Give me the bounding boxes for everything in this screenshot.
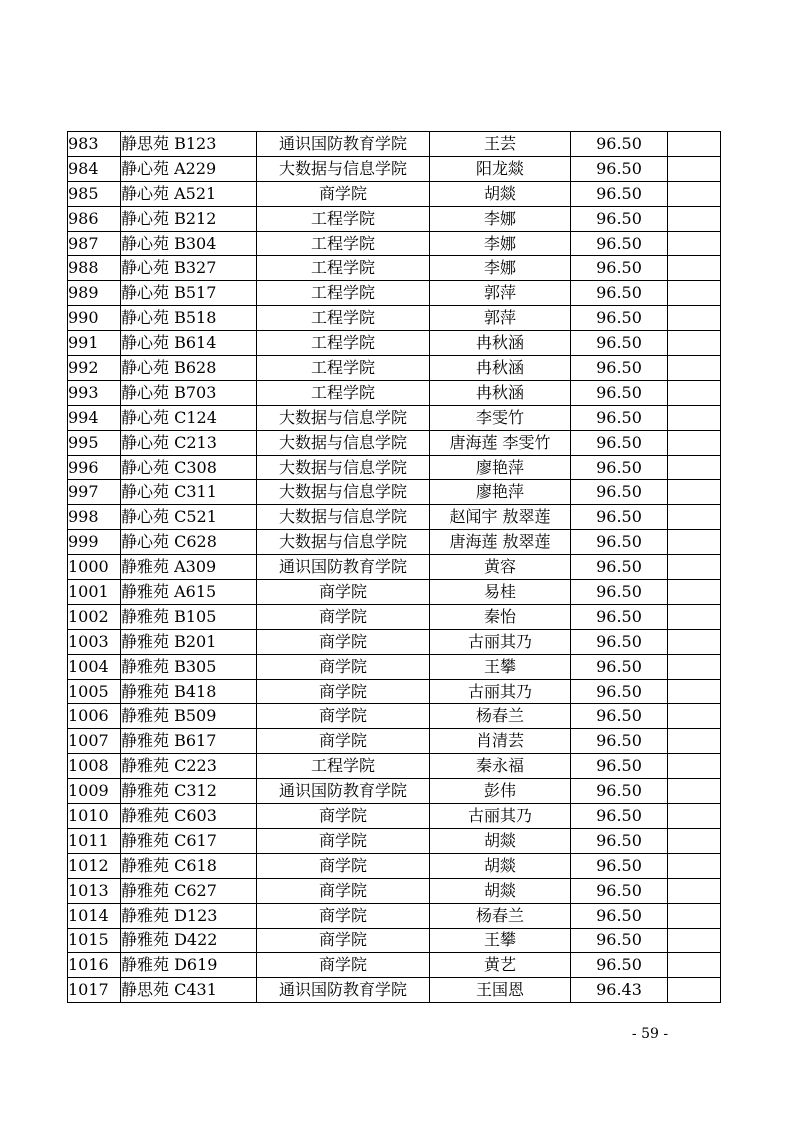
- dorm-room-cell: 静雅苑 A309: [121, 555, 257, 580]
- remark-cell: [668, 580, 721, 605]
- dorm-room-cell: 静心苑 A229: [121, 156, 257, 181]
- college-cell: 通识国防教育学院: [257, 132, 430, 157]
- row-number-cell: 1004: [68, 654, 121, 679]
- college-cell: 商学院: [257, 654, 430, 679]
- score-cell: 96.50: [571, 256, 668, 281]
- supervisor-name-cell: 黄艺: [430, 953, 571, 978]
- score-cell: 96.50: [571, 331, 668, 356]
- row-number-cell: 986: [68, 206, 121, 231]
- college-cell: 商学院: [257, 580, 430, 605]
- college-cell: 工程学院: [257, 356, 430, 381]
- college-cell: 商学院: [257, 679, 430, 704]
- row-number-cell: 1005: [68, 679, 121, 704]
- supervisor-name-cell: 冉秋涵: [430, 331, 571, 356]
- remark-cell: [668, 331, 721, 356]
- score-cell: 96.50: [571, 555, 668, 580]
- row-number-cell: 995: [68, 430, 121, 455]
- college-cell: 大数据与信息学院: [257, 480, 430, 505]
- score-cell: 96.50: [571, 654, 668, 679]
- table-row: [68, 580, 721, 605]
- table-row: [68, 405, 721, 430]
- college-cell: 大数据与信息学院: [257, 455, 430, 480]
- score-cell: 96.50: [571, 156, 668, 181]
- row-number-cell: 991: [68, 331, 121, 356]
- row-number-cell: 997: [68, 480, 121, 505]
- score-cell: 96.50: [571, 828, 668, 853]
- score-cell: 96.50: [571, 953, 668, 978]
- college-cell: 大数据与信息学院: [257, 405, 430, 430]
- table-row: [68, 853, 721, 878]
- dorm-room-cell: 静雅苑 C223: [121, 754, 257, 779]
- supervisor-name-cell: 王国恩: [430, 978, 571, 1003]
- row-number-cell: 1008: [68, 754, 121, 779]
- remark-cell: [668, 629, 721, 654]
- score-cell: 96.50: [571, 480, 668, 505]
- table-row: [68, 704, 721, 729]
- dorm-room-cell: 静心苑 B212: [121, 206, 257, 231]
- supervisor-name-cell: 肖清芸: [430, 729, 571, 754]
- remark-cell: [668, 555, 721, 580]
- score-cell: 96.50: [571, 754, 668, 779]
- supervisor-name-cell: 唐海莲 敖翠莲: [430, 530, 571, 555]
- supervisor-name-cell: 王攀: [430, 928, 571, 953]
- table-row: [68, 356, 721, 381]
- dorm-room-cell: 静雅苑 C312: [121, 779, 257, 804]
- row-number-cell: 1006: [68, 704, 121, 729]
- dorm-room-cell: 静心苑 C521: [121, 505, 257, 530]
- college-cell: 工程学院: [257, 281, 430, 306]
- score-cell: 96.50: [571, 679, 668, 704]
- college-cell: 大数据与信息学院: [257, 430, 430, 455]
- row-number-cell: 998: [68, 505, 121, 530]
- remark-cell: [668, 281, 721, 306]
- dorm-room-cell: 静雅苑 C627: [121, 878, 257, 903]
- row-number-cell: 1015: [68, 928, 121, 953]
- dorm-room-cell: 静雅苑 C603: [121, 804, 257, 829]
- supervisor-name-cell: 冉秋涵: [430, 380, 571, 405]
- table-row: [68, 629, 721, 654]
- dorm-room-cell: 静心苑 B517: [121, 281, 257, 306]
- table-row: [68, 754, 721, 779]
- supervisor-name-cell: 古丽其乃: [430, 629, 571, 654]
- remark-cell: [668, 953, 721, 978]
- supervisor-name-cell: 王攀: [430, 654, 571, 679]
- college-cell: 商学院: [257, 828, 430, 853]
- dorm-room-cell: 静心苑 C124: [121, 405, 257, 430]
- row-number-cell: 993: [68, 380, 121, 405]
- score-cell: 96.50: [571, 455, 668, 480]
- supervisor-name-cell: 古丽其乃: [430, 804, 571, 829]
- row-number-cell: 1011: [68, 828, 121, 853]
- dorm-room-cell: 静思苑 C431: [121, 978, 257, 1003]
- score-cell: 96.50: [571, 430, 668, 455]
- score-cell: 96.50: [571, 405, 668, 430]
- row-number-cell: 1017: [68, 978, 121, 1003]
- score-cell: 96.50: [571, 903, 668, 928]
- supervisor-name-cell: 古丽其乃: [430, 679, 571, 704]
- remark-cell: [668, 405, 721, 430]
- college-cell: 商学院: [257, 953, 430, 978]
- dorm-room-cell: 静雅苑 D123: [121, 903, 257, 928]
- remark-cell: [668, 380, 721, 405]
- college-cell: 商学院: [257, 853, 430, 878]
- supervisor-name-cell: 易桂: [430, 580, 571, 605]
- dorm-room-cell: 静思苑 B123: [121, 132, 257, 157]
- supervisor-name-cell: 廖艳萍: [430, 455, 571, 480]
- dorm-room-cell: 静雅苑 B617: [121, 729, 257, 754]
- row-number-cell: 983: [68, 132, 121, 157]
- supervisor-name-cell: 杨春兰: [430, 704, 571, 729]
- table-row: [68, 928, 721, 953]
- score-cell: 96.50: [571, 356, 668, 381]
- table-row: [68, 306, 721, 331]
- college-cell: 大数据与信息学院: [257, 530, 430, 555]
- remark-cell: [668, 928, 721, 953]
- table-row: [68, 256, 721, 281]
- dorm-room-cell: 静雅苑 D422: [121, 928, 257, 953]
- supervisor-name-cell: 阳龙燚: [430, 156, 571, 181]
- row-number-cell: 990: [68, 306, 121, 331]
- score-cell: 96.50: [571, 629, 668, 654]
- table-row: [68, 978, 721, 1003]
- score-cell: 96.50: [571, 132, 668, 157]
- supervisor-name-cell: 胡燚: [430, 181, 571, 206]
- dorm-room-cell: 静心苑 B304: [121, 231, 257, 256]
- college-cell: 工程学院: [257, 256, 430, 281]
- college-cell: 工程学院: [257, 380, 430, 405]
- college-cell: 商学院: [257, 181, 430, 206]
- table-body: [68, 132, 721, 1003]
- college-cell: 商学院: [257, 729, 430, 754]
- remark-cell: [668, 156, 721, 181]
- row-number-cell: 1009: [68, 779, 121, 804]
- remark-cell: [668, 206, 721, 231]
- supervisor-name-cell: 郭萍: [430, 306, 571, 331]
- supervisor-name-cell: 唐海莲 李雯竹: [430, 430, 571, 455]
- college-cell: 商学院: [257, 928, 430, 953]
- table-row: [68, 804, 721, 829]
- score-cell: 96.50: [571, 928, 668, 953]
- college-cell: 商学院: [257, 704, 430, 729]
- score-cell: 96.50: [571, 380, 668, 405]
- row-number-cell: 988: [68, 256, 121, 281]
- table-row: [68, 654, 721, 679]
- remark-cell: [668, 181, 721, 206]
- score-cell: 96.50: [571, 231, 668, 256]
- remark-cell: [668, 455, 721, 480]
- table-row: [68, 380, 721, 405]
- table-row: [68, 430, 721, 455]
- supervisor-name-cell: 黄容: [430, 555, 571, 580]
- row-number-cell: 1014: [68, 903, 121, 928]
- supervisor-name-cell: 郭萍: [430, 281, 571, 306]
- dorm-room-cell: 静心苑 C311: [121, 480, 257, 505]
- college-cell: 工程学院: [257, 206, 430, 231]
- college-cell: 商学院: [257, 629, 430, 654]
- table-row: [68, 181, 721, 206]
- remark-cell: [668, 505, 721, 530]
- college-cell: 商学院: [257, 604, 430, 629]
- supervisor-name-cell: 李娜: [430, 256, 571, 281]
- remark-cell: [668, 604, 721, 629]
- remark-cell: [668, 256, 721, 281]
- remark-cell: [668, 878, 721, 903]
- college-cell: 工程学院: [257, 231, 430, 256]
- table-row: [68, 679, 721, 704]
- college-cell: 大数据与信息学院: [257, 505, 430, 530]
- row-number-cell: 984: [68, 156, 121, 181]
- remark-cell: [668, 729, 721, 754]
- row-number-cell: 1013: [68, 878, 121, 903]
- college-cell: 商学院: [257, 804, 430, 829]
- table-row: [68, 953, 721, 978]
- dorm-room-cell: 静雅苑 B509: [121, 704, 257, 729]
- row-number-cell: 994: [68, 405, 121, 430]
- row-number-cell: 1001: [68, 580, 121, 605]
- table-row: [68, 530, 721, 555]
- dorm-room-cell: 静心苑 B703: [121, 380, 257, 405]
- score-cell: 96.50: [571, 530, 668, 555]
- supervisor-name-cell: 王芸: [430, 132, 571, 157]
- table-row: [68, 604, 721, 629]
- row-number-cell: 996: [68, 455, 121, 480]
- remark-cell: [668, 754, 721, 779]
- dorm-room-cell: 静雅苑 D619: [121, 953, 257, 978]
- score-cell: 96.50: [571, 878, 668, 903]
- supervisor-name-cell: 李雯竹: [430, 405, 571, 430]
- table-row: [68, 828, 721, 853]
- row-number-cell: 999: [68, 530, 121, 555]
- supervisor-name-cell: 李娜: [430, 206, 571, 231]
- remark-cell: [668, 804, 721, 829]
- dorm-room-cell: 静雅苑 B105: [121, 604, 257, 629]
- table-row: [68, 281, 721, 306]
- table-row: [68, 231, 721, 256]
- remark-cell: [668, 430, 721, 455]
- score-cell: 96.50: [571, 505, 668, 530]
- supervisor-name-cell: 廖艳萍: [430, 480, 571, 505]
- table-row: [68, 331, 721, 356]
- table-row: [68, 480, 721, 505]
- supervisor-name-cell: 秦怡: [430, 604, 571, 629]
- score-cell: 96.50: [571, 779, 668, 804]
- table-row: [68, 878, 721, 903]
- score-cell: 96.50: [571, 580, 668, 605]
- table-row: [68, 729, 721, 754]
- college-cell: 工程学院: [257, 754, 430, 779]
- supervisor-name-cell: 胡燚: [430, 853, 571, 878]
- row-number-cell: 1016: [68, 953, 121, 978]
- dorm-room-cell: 静雅苑 C618: [121, 853, 257, 878]
- table-row: [68, 555, 721, 580]
- row-number-cell: 1000: [68, 555, 121, 580]
- remark-cell: [668, 978, 721, 1003]
- score-cell: 96.43: [571, 978, 668, 1003]
- supervisor-name-cell: 彭伟: [430, 779, 571, 804]
- dorm-room-cell: 静心苑 B614: [121, 331, 257, 356]
- college-cell: 大数据与信息学院: [257, 156, 430, 181]
- score-cell: 96.50: [571, 853, 668, 878]
- remark-cell: [668, 704, 721, 729]
- dorm-room-cell: 静雅苑 C617: [121, 828, 257, 853]
- remark-cell: [668, 132, 721, 157]
- dorm-room-cell: 静心苑 C213: [121, 430, 257, 455]
- row-number-cell: 1002: [68, 604, 121, 629]
- college-cell: 通识国防教育学院: [257, 779, 430, 804]
- table-row: [68, 156, 721, 181]
- dorm-room-cell: 静心苑 B518: [121, 306, 257, 331]
- dormitory-score-table: [67, 131, 721, 1003]
- dorm-room-cell: 静心苑 A521: [121, 181, 257, 206]
- remark-cell: [668, 903, 721, 928]
- remark-cell: [668, 654, 721, 679]
- row-number-cell: 1003: [68, 629, 121, 654]
- remark-cell: [668, 480, 721, 505]
- supervisor-name-cell: 李娜: [430, 231, 571, 256]
- row-number-cell: 1012: [68, 853, 121, 878]
- score-cell: 96.50: [571, 181, 668, 206]
- table-row: [68, 779, 721, 804]
- score-cell: 96.50: [571, 729, 668, 754]
- row-number-cell: 1010: [68, 804, 121, 829]
- table-row: [68, 903, 721, 928]
- row-number-cell: 1007: [68, 729, 121, 754]
- score-cell: 96.50: [571, 804, 668, 829]
- score-cell: 96.50: [571, 704, 668, 729]
- supervisor-name-cell: 胡燚: [430, 878, 571, 903]
- table-row: [68, 505, 721, 530]
- remark-cell: [668, 306, 721, 331]
- supervisor-name-cell: 秦永福: [430, 754, 571, 779]
- supervisor-name-cell: 冉秋涵: [430, 356, 571, 381]
- remark-cell: [668, 679, 721, 704]
- page-number: - 59 -: [631, 1026, 669, 1042]
- table-row: [68, 455, 721, 480]
- remark-cell: [668, 853, 721, 878]
- dorm-room-cell: 静心苑 C628: [121, 530, 257, 555]
- remark-cell: [668, 356, 721, 381]
- college-cell: 工程学院: [257, 331, 430, 356]
- supervisor-name-cell: 赵闻宇 敖翠莲: [430, 505, 571, 530]
- dorm-room-cell: 静雅苑 B418: [121, 679, 257, 704]
- row-number-cell: 992: [68, 356, 121, 381]
- row-number-cell: 989: [68, 281, 121, 306]
- score-cell: 96.50: [571, 281, 668, 306]
- dorm-room-cell: 静雅苑 B305: [121, 654, 257, 679]
- dorm-room-cell: 静雅苑 B201: [121, 629, 257, 654]
- dorm-room-cell: 静心苑 B327: [121, 256, 257, 281]
- row-number-cell: 987: [68, 231, 121, 256]
- dorm-room-cell: 静心苑 B628: [121, 356, 257, 381]
- remark-cell: [668, 779, 721, 804]
- college-cell: 通识国防教育学院: [257, 555, 430, 580]
- table-row: [68, 132, 721, 157]
- dorm-room-cell: 静雅苑 A615: [121, 580, 257, 605]
- college-cell: 通识国防教育学院: [257, 978, 430, 1003]
- remark-cell: [668, 530, 721, 555]
- college-cell: 工程学院: [257, 306, 430, 331]
- dorm-room-cell: 静心苑 C308: [121, 455, 257, 480]
- college-cell: 商学院: [257, 903, 430, 928]
- remark-cell: [668, 231, 721, 256]
- remark-cell: [668, 828, 721, 853]
- score-cell: 96.50: [571, 604, 668, 629]
- supervisor-name-cell: 杨春兰: [430, 903, 571, 928]
- table-row: [68, 206, 721, 231]
- score-cell: 96.50: [571, 306, 668, 331]
- row-number-cell: 985: [68, 181, 121, 206]
- supervisor-name-cell: 胡燚: [430, 828, 571, 853]
- college-cell: 商学院: [257, 878, 430, 903]
- score-cell: 96.50: [571, 206, 668, 231]
